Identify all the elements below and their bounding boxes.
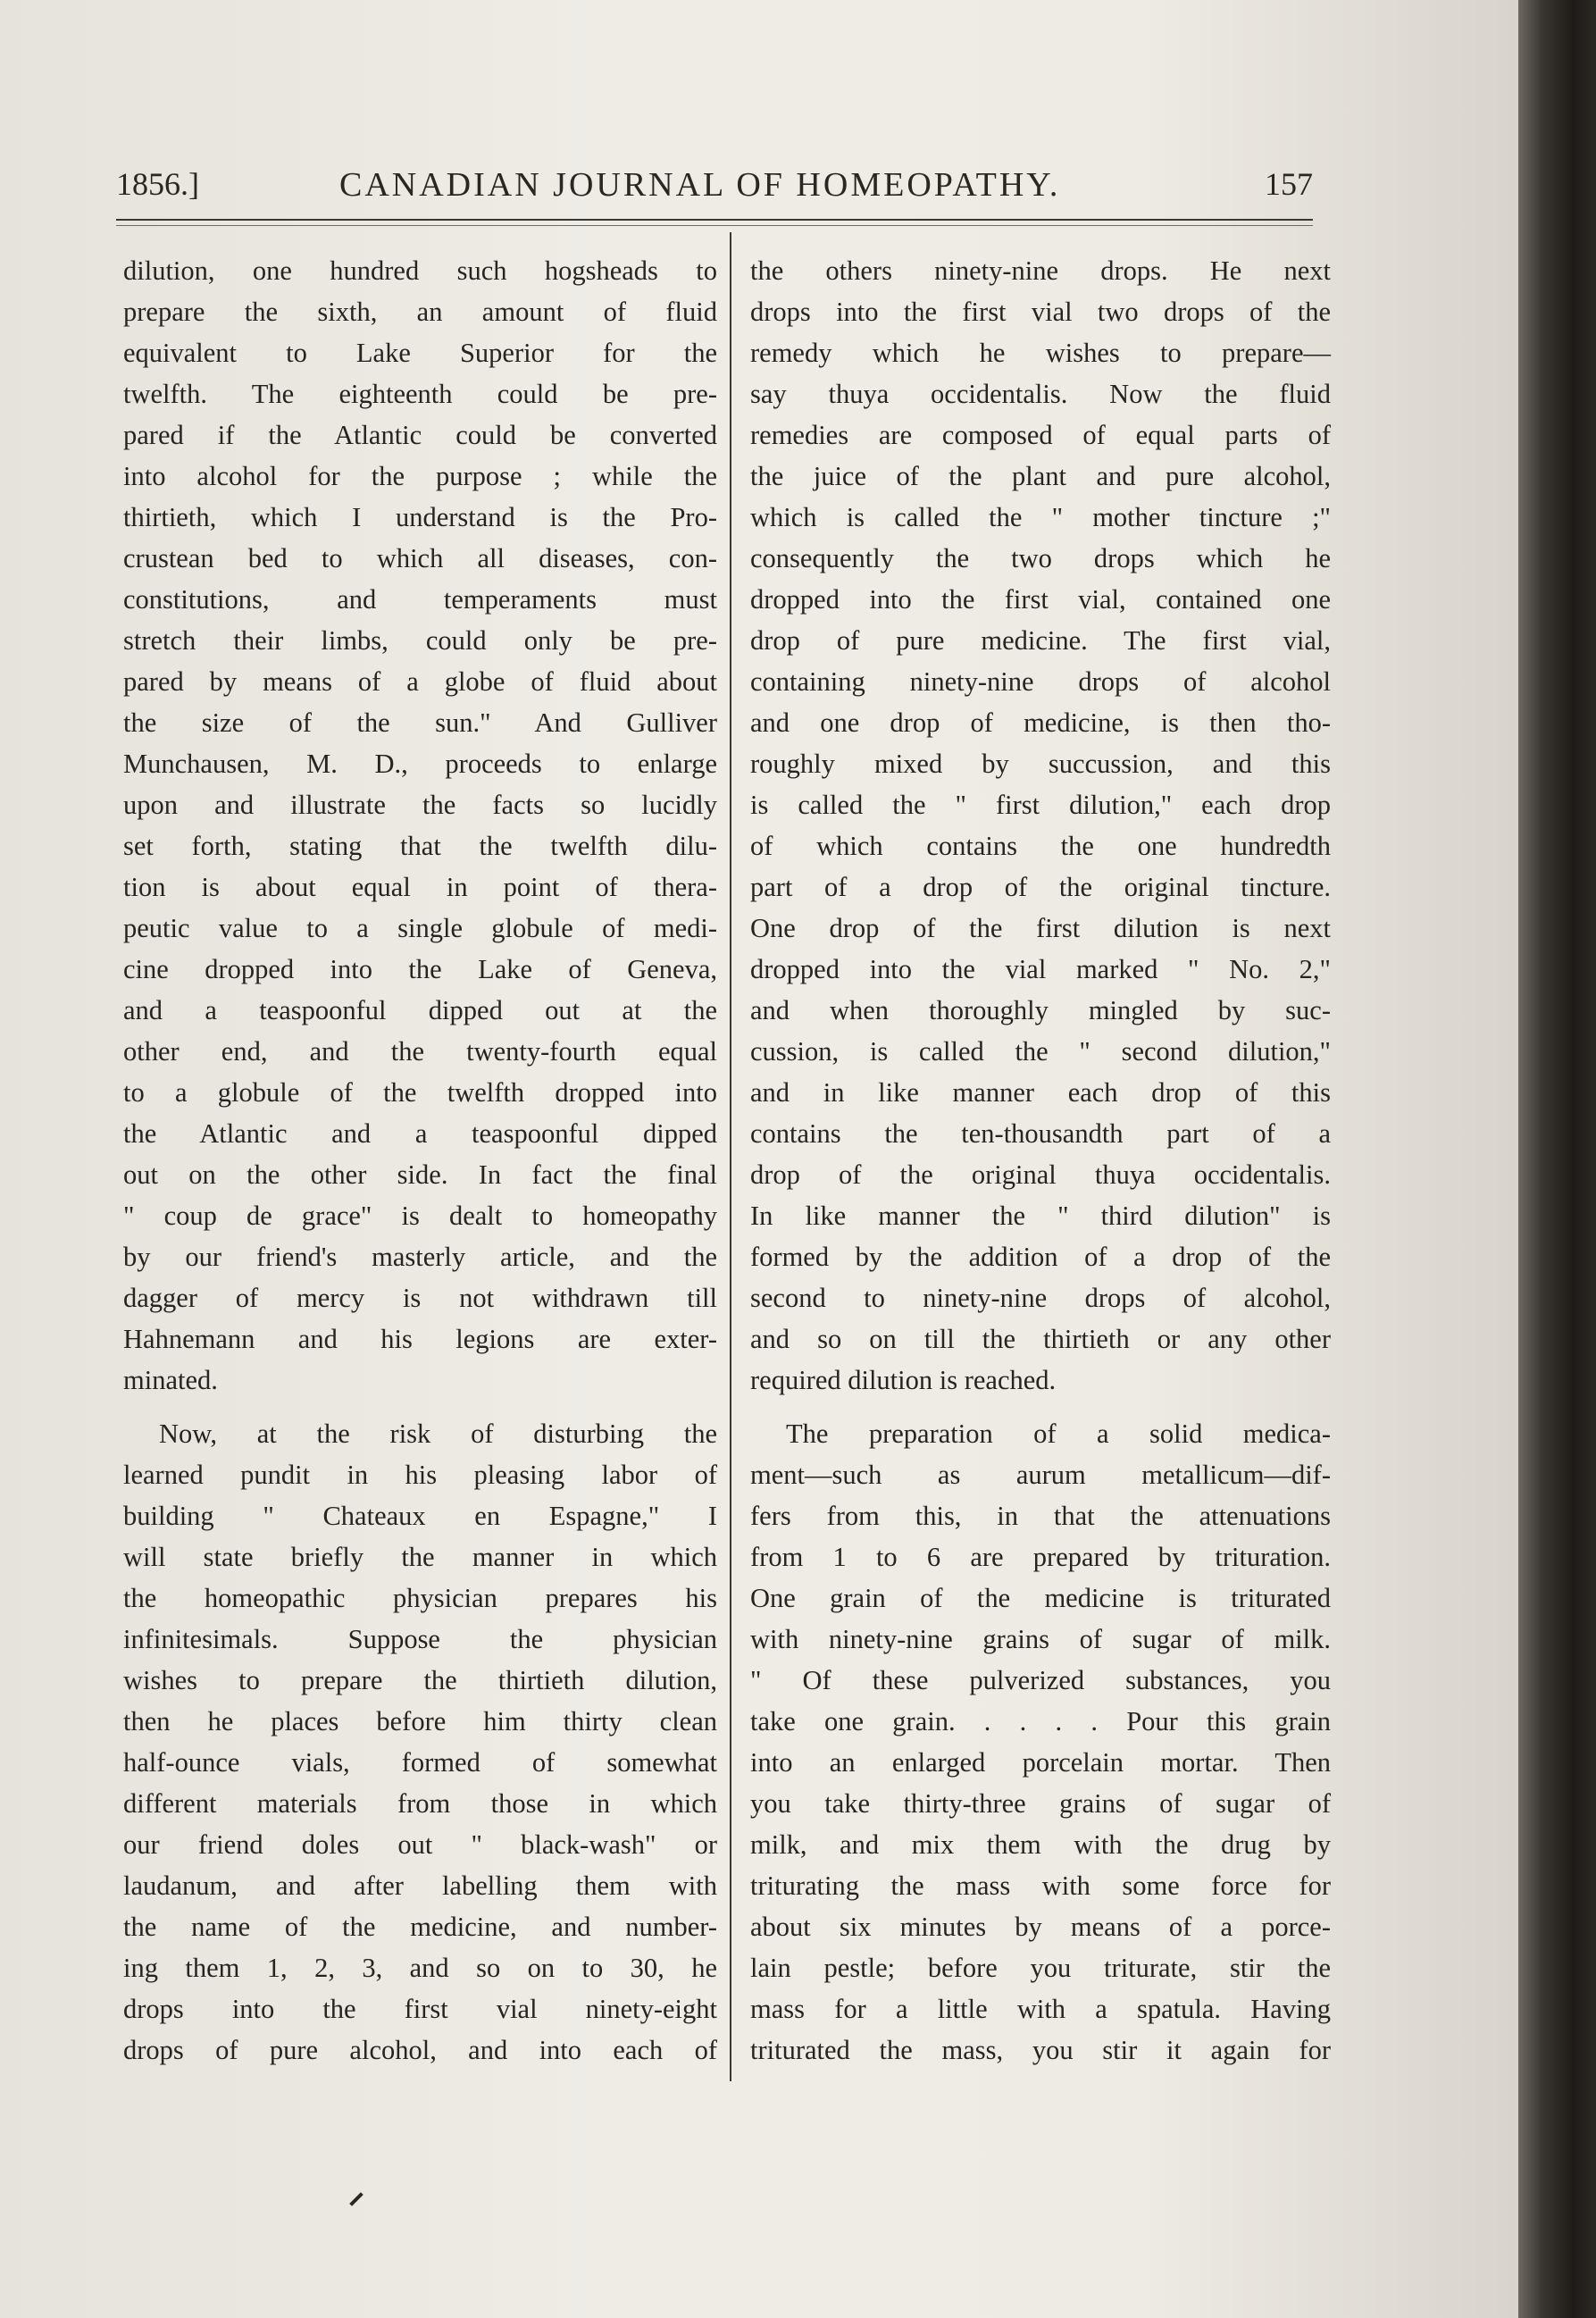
text-line: which is called the " mother tincture ;" (750, 502, 1331, 532)
text-line: In like manner the " third dilution" is (750, 1201, 1331, 1231)
text-line: equivalent to Lake Superior for the (123, 338, 717, 368)
text-line: constitutions, and temperaments must (123, 584, 717, 615)
text-line: twelfth. The eighteenth could be pre- (123, 379, 717, 409)
text-line: then he places before him thirty clean (123, 1706, 717, 1736)
text-line: Hahnemann and his legions are exter- (123, 1324, 717, 1354)
text-line: part of a drop of the original tincture. (750, 872, 1331, 902)
text-line: out on the other side. In fact the final (123, 1159, 717, 1190)
text-line: dropped into the first vial, contained one (750, 584, 1331, 615)
text-line: our friend doles out " black-wash" or (123, 1829, 717, 1860)
text-line: crustean bed to which all diseases, con- (123, 543, 717, 573)
text-line: with ninety-nine grains of sugar of milk. (750, 1624, 1331, 1654)
text-line: drop of the original thuya occidentalis. (750, 1159, 1331, 1190)
text-line: remedy which he wishes to prepare— (750, 338, 1331, 368)
text-line: say thuya occidentalis. Now the fluid (750, 379, 1331, 409)
text-line: " coup de grace" is dealt to homeopathy (123, 1201, 717, 1231)
text-line: consequently the two drops which he (750, 543, 1331, 573)
text-line: the size of the sun." And Gulliver (123, 707, 717, 738)
column-divider (730, 232, 731, 2081)
running-header (116, 156, 1313, 204)
text-line: remedies are composed of equal parts of (750, 420, 1331, 450)
text-line: triturated the mass, you stir it again for (750, 2035, 1331, 2065)
text-line: to a globule of the twelfth dropped into (123, 1077, 717, 1108)
text-line: lain pestle; before you triturate, stir the (750, 1953, 1331, 1983)
text-line: contains the ten-thousandth part of a (750, 1118, 1331, 1149)
text-line: formed by the addition of a drop of the (750, 1242, 1331, 1272)
page-number: 157 (1265, 166, 1313, 202)
text-line: the homeopathic physician prepares his (123, 1583, 717, 1613)
text-line: different materials from those in which (123, 1788, 717, 1819)
text-line: and when thoroughly mingled by suc- (750, 995, 1331, 1025)
text-line: roughly mixed by succussion, and this (750, 749, 1331, 779)
text-line: drops of pure alcohol, and into each of (123, 2035, 717, 2065)
text-line: the juice of the plant and pure alcohol, (750, 461, 1331, 491)
text-line: learned pundit in his pleasing labor of (123, 1460, 717, 1490)
text-line: pared if the Atlantic could be converted (123, 420, 717, 450)
text-line: and a teaspoonful dipped out at the (123, 995, 717, 1025)
text-line: will state briefly the manner in which (123, 1542, 717, 1572)
text-line: Munchausen, M. D., proceeds to enlarge (123, 749, 717, 779)
text-line: dagger of mercy is not withdrawn till (123, 1283, 717, 1313)
text-line: other end, and the twenty-fourth equal (123, 1036, 717, 1067)
book-spine-edge (1518, 0, 1596, 2318)
text-line: stretch their limbs, could only be pre- (123, 625, 717, 656)
text-line: take one grain. . . . . Pour this grain (750, 1706, 1331, 1736)
text-line: milk, and mix them with the drug by (750, 1829, 1331, 1860)
text-line: from 1 to 6 are prepared by trituration. (750, 1542, 1331, 1572)
text-line: and in like manner each drop of this (750, 1077, 1331, 1108)
text-line: drops into the first vial two drops of the (750, 297, 1331, 327)
text-line: drops into the first vial ninety-eight (123, 1994, 717, 2024)
journal-title: CANADIAN JOURNAL OF HOMEOPATHY. (339, 166, 1061, 204)
text-line: mass for a little with a spatula. Having (750, 1994, 1331, 2024)
text-line: the Atlantic and a teaspoonful dipped (123, 1118, 717, 1149)
text-line: fers from this, in that the attenuations (750, 1501, 1331, 1531)
text-line: ment—such as aurum metallicum—dif- (750, 1460, 1331, 1490)
text-line: of which contains the one hundredth (750, 831, 1331, 861)
text-line: is called the " first dilution," each drop (750, 790, 1331, 820)
text-line: by our friend's masterly article, and the (123, 1242, 717, 1272)
left-column (123, 250, 717, 2071)
text-line: drop of pure medicine. The first vial, (750, 625, 1331, 656)
text-line: the others ninety-nine drops. He next (750, 255, 1331, 286)
text-line: thirtieth, which I understand is the Pro- (123, 502, 717, 532)
text-line: the name of the medicine, and number- (123, 1912, 717, 1942)
text-line: cussion, is called the " second dilution," (750, 1036, 1331, 1067)
ink-mark (349, 2192, 363, 2206)
right-column (750, 250, 1331, 2071)
text-line: wishes to prepare the thirtieth dilution, (123, 1665, 717, 1695)
header-year: 1856.] (116, 166, 199, 202)
text-line: you take thirty-three grains of sugar of (750, 1788, 1331, 1819)
text-line: into alcohol for the purpose ; while the (123, 461, 717, 491)
text-line: triturating the mass with some force for (750, 1870, 1331, 1901)
text-line: set forth, stating that the twelfth dilu- (123, 831, 717, 861)
text-line: laudanum, and after labelling them with (123, 1870, 717, 1901)
text-line: One drop of the first dilution is next (750, 913, 1331, 943)
header-rule (116, 219, 1313, 221)
text-line: containing ninety-nine drops of alcohol (750, 666, 1331, 697)
header-rule-thin (116, 225, 1313, 226)
text-line: second to ninety-nine drops of alcohol, (750, 1283, 1331, 1313)
text-line: required dilution is reached. (750, 1365, 1057, 1395)
text-line: and so on till the thirtieth or any other (750, 1324, 1331, 1354)
text-line: about six minutes by means of a porce- (750, 1912, 1331, 1942)
text-line: tion is about equal in point of thera- (123, 872, 717, 902)
text-line: One grain of the medicine is triturated (750, 1583, 1331, 1613)
text-line: and one drop of medicine, is then tho- (750, 707, 1331, 738)
text-line: minated. (123, 1365, 218, 1395)
text-line: half-ounce vials, formed of somewhat (123, 1747, 717, 1778)
text-line: pared by means of a globe of fluid about (123, 666, 717, 697)
text-line: Now, at the risk of disturbing the (159, 1418, 717, 1449)
text-line: peutic value to a single globule of medi- (123, 913, 717, 943)
text-line: dilution, one hundred such hogsheads to (123, 255, 717, 286)
text-line: The preparation of a solid medica- (786, 1418, 1331, 1449)
text-line: dropped into the vial marked " No. 2," (750, 954, 1331, 984)
text-line: infinitesimals. Suppose the physician (123, 1624, 717, 1654)
text-line: building " Chateaux en Espagne," I (123, 1501, 717, 1531)
text-line: " Of these pulverized substances, you (750, 1665, 1331, 1695)
text-line: ing them 1, 2, 3, and so on to 30, he (123, 1953, 717, 1983)
text-line: into an enlarged porcelain mortar. Then (750, 1747, 1331, 1778)
text-line: prepare the sixth, an amount of fluid (123, 297, 717, 327)
text-line: upon and illustrate the facts so lucidly (123, 790, 717, 820)
text-line: cine dropped into the Lake of Geneva, (123, 954, 717, 984)
